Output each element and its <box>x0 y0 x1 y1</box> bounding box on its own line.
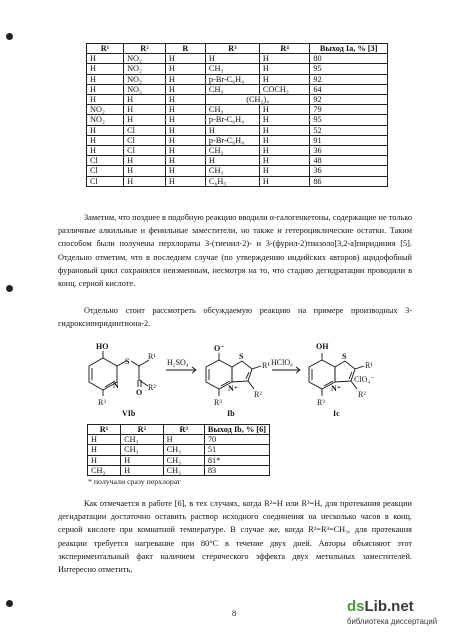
table-cell: Cl <box>124 125 166 135</box>
table-cell: H <box>165 54 205 64</box>
table-cell: H <box>165 64 205 74</box>
vib-r1-label: R¹ <box>148 352 156 361</box>
ic-r1-label: R¹ <box>365 361 373 370</box>
table-row <box>87 166 388 176</box>
table-cell: H <box>87 54 124 64</box>
page-number: 8 <box>232 608 237 618</box>
table-cell: 52 <box>310 125 388 135</box>
table-cell: H <box>165 146 205 156</box>
table-cell: H <box>165 74 205 84</box>
table-row <box>87 146 388 156</box>
table-row <box>87 84 388 94</box>
table-2-footnote: * получали сразу перхлорат <box>88 477 181 486</box>
table-cell: H <box>205 125 259 135</box>
table-cell: H <box>165 125 205 135</box>
table-cell: 83 <box>204 465 269 475</box>
table-cell: H <box>165 176 205 186</box>
arrow1-reagent: H₂SO₄ <box>167 358 189 367</box>
table-cell: H <box>259 125 309 135</box>
table-cell: H <box>163 435 204 445</box>
table-2-header: Выход Ib, % [6] <box>204 425 269 435</box>
table-cell: 92 <box>310 74 388 84</box>
ic-compound-label: Ic <box>333 409 340 418</box>
table-cell: 64 <box>310 84 388 94</box>
table-cell: H <box>87 135 124 145</box>
table-cell: H <box>124 176 166 186</box>
table-1-header: R⁴ <box>259 44 309 54</box>
table-cell: 48 <box>310 156 388 166</box>
table-cell: NO₂ <box>87 105 124 115</box>
watermark-logo-lib: Lib.net <box>364 598 414 615</box>
table-cell: Cl <box>124 146 166 156</box>
watermark-logo <box>347 598 447 634</box>
table-cell: H <box>87 64 124 74</box>
table-row <box>87 54 388 64</box>
table-cell: H <box>87 125 124 135</box>
table-cell: 95 <box>310 64 388 74</box>
punch-hole-mid <box>6 285 13 292</box>
table-row <box>87 115 388 125</box>
table-row <box>87 95 388 105</box>
table-cell: H <box>87 74 124 84</box>
watermark-logo-ds: ds <box>347 598 365 615</box>
table-cell: H <box>165 115 205 125</box>
table-cell: H <box>165 105 205 115</box>
table-cell: H <box>205 54 259 64</box>
table-cell: H <box>165 156 205 166</box>
table-row <box>88 435 270 445</box>
table-row <box>88 455 270 465</box>
table-2-header: R³ <box>163 425 204 435</box>
arrow2-reagent: HClO₄ <box>271 358 293 367</box>
table-cell: H <box>259 166 309 176</box>
table-cell: CH₃ <box>205 64 259 74</box>
table-row <box>87 64 388 74</box>
table-cell: H <box>88 435 121 445</box>
table-1-header: R² <box>124 44 166 54</box>
vib-o-label: O <box>136 388 143 397</box>
table-cell: H <box>259 146 309 156</box>
vib-s-label: S <box>125 357 130 366</box>
ic-s-label: S <box>342 352 347 361</box>
table-cell: 92 <box>310 95 388 105</box>
table-cell: CH₃ <box>205 146 259 156</box>
table-row <box>88 445 270 455</box>
table-cell: 36 <box>310 166 388 176</box>
vib-n-label: N <box>113 381 119 390</box>
table-row <box>87 156 388 166</box>
ib-s-label: S <box>239 352 244 361</box>
table-cell: 36 <box>310 146 388 156</box>
table-cell: Cl <box>124 135 166 145</box>
table-cell: H <box>165 135 205 145</box>
table-cell: 51 <box>204 445 269 455</box>
table-1-header: R³ <box>205 44 259 54</box>
punch-hole-bottom <box>6 600 13 607</box>
table-cell: H <box>165 95 205 105</box>
ic-thiazole-ring <box>335 361 355 382</box>
ic-r2-label: R² <box>358 390 366 399</box>
paragraph-3: Как отмечается в работе [6], в тех случаях, когда R²=H или R³=H, для протекания реакции дегидратации достаточно оставить раствор исходного соединения на несколько часов в конц. серной кислоте при комнатной температуре. В случае же, когда R²=R³=CH₃, для протекания реакции требуется нагревание при 80°C в течение двух дней. Авторы объясняют этот экспериментальный факт наличием стерического эффекта двух метильных заместителей. Интересно отметить, <box>58 499 412 575</box>
table-cell: H <box>87 84 124 94</box>
table-cell: 81* <box>204 455 269 465</box>
table-2-header: R¹ <box>88 425 121 435</box>
ib-compound-label: Ib <box>227 409 235 418</box>
table-cell: 70 <box>204 435 269 445</box>
table-cell: H <box>259 105 309 115</box>
table-cell: CH₃ <box>163 445 204 455</box>
table-cell: p-Br-C₆H₄ <box>205 74 259 84</box>
table-cell: NO₂ <box>124 84 166 94</box>
table-cell: H <box>88 445 121 455</box>
ib-ominus-label: O⁻ <box>214 344 225 353</box>
table-1-header-row <box>87 44 388 54</box>
table-cell-merged: (CH₂)₄ <box>205 95 309 105</box>
table-2-header-row <box>88 425 270 435</box>
table-cell: H <box>259 156 309 166</box>
table-cell: H <box>259 74 309 84</box>
table-row <box>87 125 388 135</box>
table-cell: H <box>87 95 124 105</box>
table-cell: C₆H₅ <box>205 176 259 186</box>
table-row <box>87 74 388 84</box>
ib-r3-label: R³ <box>214 398 222 407</box>
table-cell: CH₃ <box>205 105 259 115</box>
table-cell: H <box>124 156 166 166</box>
table-cell: H <box>124 95 166 105</box>
table-cell: COCH₃ <box>259 84 309 94</box>
punch-hole-top <box>6 33 13 40</box>
table-cell: H <box>124 166 166 176</box>
ib-r2-label: R² <box>254 390 262 399</box>
table-cell: Cl <box>87 156 124 166</box>
ib-nplus-label: N⁺ <box>228 384 238 393</box>
table-cell: H <box>259 64 309 74</box>
paragraph-2: Отдельно стоит рассмотреть обсуждаемую реакцию на примере производных 3-гидроксипиридинтиона-2. <box>58 306 412 329</box>
ib-r1-label: R¹ <box>262 361 270 370</box>
paragraph-1: Заметим, что позднее в подобную реакцию вводили α-галогенкетоны, содержащие не только различные алкильные и фенильные заместители, но также и гетероциклические остатки. Таким способом были получены перхлораты 3-(тиенил-2)- и 3-(фурил-2)тиазоло[3,2-a]пиридиния [5]. Отдельно отметим, что в последнем случае (по утверждению индийских авторов) ацидофобный фурановый цикл сохранялся неизменным, несмотря на то, что стадию дегидратации проводили в конц. серной кислоте. <box>58 213 412 289</box>
table-cell: H <box>121 465 164 475</box>
table-cell: H <box>124 115 166 125</box>
table-2 <box>87 424 270 476</box>
table-cell: CH₃ <box>205 166 259 176</box>
table-cell: H <box>165 166 205 176</box>
vib-r3-label: R³ <box>98 398 106 407</box>
ic-clo4-label: ClO₄⁻ <box>354 375 375 384</box>
table-cell: NO₂ <box>124 64 166 74</box>
table-cell: 91 <box>310 135 388 145</box>
ic-r3-label: R³ <box>317 398 325 407</box>
table-row <box>87 176 388 186</box>
watermark-logo-text <box>347 598 414 615</box>
table-cell: NO₂ <box>124 74 166 84</box>
table-2-header: R² <box>121 425 164 435</box>
table-cell: 95 <box>310 115 388 125</box>
ic-oh-label: OH <box>316 342 329 351</box>
table-cell: H <box>165 84 205 94</box>
table-cell: CH₃ <box>88 465 121 475</box>
table-cell: 86 <box>310 176 388 186</box>
table-cell: Cl <box>87 176 124 186</box>
table-cell: 79 <box>310 105 388 115</box>
table-cell: H <box>259 176 309 186</box>
table-row <box>87 135 388 145</box>
table-cell: CH₃ <box>163 455 204 465</box>
table-cell: CH₃ <box>121 445 164 455</box>
watermark-subtitle: библиотека диссертаций <box>347 617 438 626</box>
table-cell: H <box>124 105 166 115</box>
table-cell: CH₃ <box>163 465 204 475</box>
table-1-header: Выход Ia, % [3] <box>310 44 388 54</box>
table-cell: H <box>88 455 121 465</box>
table-cell: NO₂ <box>87 115 124 125</box>
table-1-header: R¹ <box>87 44 124 54</box>
ib-thiazole-ring <box>232 361 252 382</box>
ic-nplus-label: N⁺ <box>331 384 341 393</box>
vib-ho-label: HO <box>96 342 109 351</box>
table-cell: H <box>205 156 259 166</box>
table-row <box>88 465 270 475</box>
reaction-scheme <box>82 336 382 420</box>
vib-r2-label: R² <box>148 383 156 392</box>
table-row <box>87 105 388 115</box>
table-cell: H <box>259 54 309 64</box>
table-cell: 80 <box>310 54 388 64</box>
table-cell: CH₃ <box>121 435 164 445</box>
table-cell: p-Br-C₆H₄ <box>205 135 259 145</box>
table-cell: H <box>259 135 309 145</box>
table-cell: Cl <box>87 166 124 176</box>
table-cell: H <box>259 115 309 125</box>
table-cell: H <box>87 146 124 156</box>
table-cell: p-Br-C₆H₄ <box>205 115 259 125</box>
vib-compound-label: VIb <box>122 409 136 418</box>
table-cell: CH₃ <box>205 84 259 94</box>
table-1 <box>86 43 388 187</box>
table-cell: H <box>121 455 164 465</box>
table-cell: NO₂ <box>124 54 166 64</box>
table-1-header: R <box>165 44 205 54</box>
